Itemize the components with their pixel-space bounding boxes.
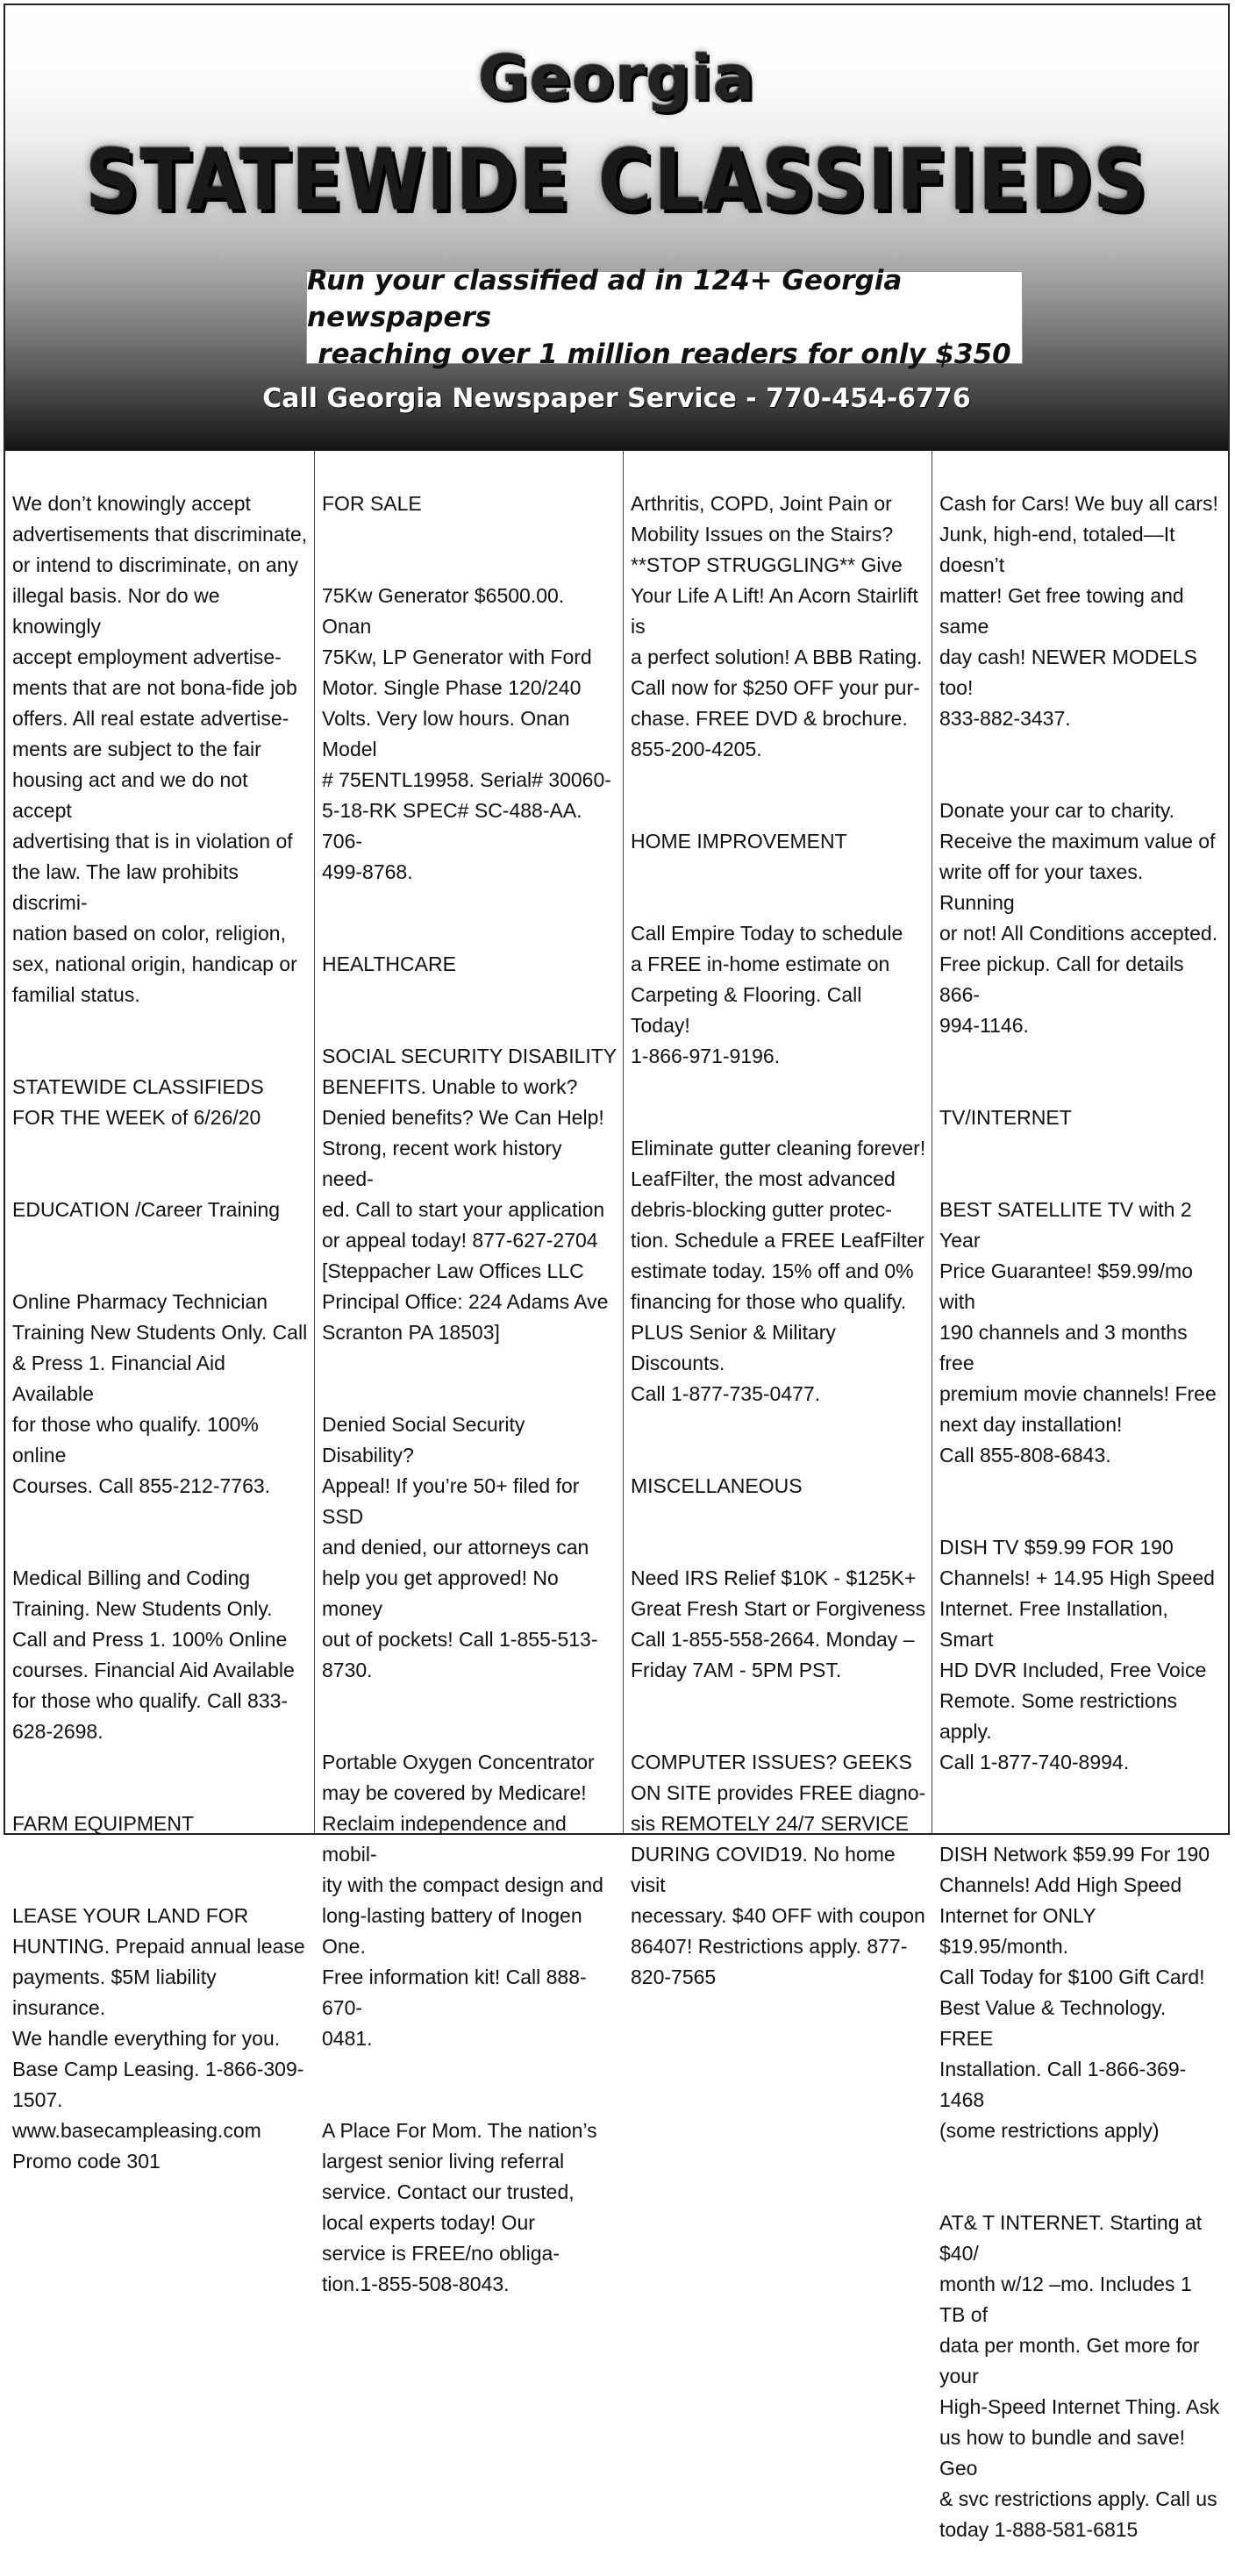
- ad-stairlift: Arthritis, COPD, Joint Pain or Mobility Issues on the Stairs? **STOP STRUGGLING** Give Your Life A Lift! An Acorn Stairlift is a perfect solution! A BBB Rating. Call now for $250 OFF your pur- chase. FREE DVD & brochure. 855-200-4205.: [631, 492, 923, 760]
- promo-line-2: reaching over 1 million readers for only $350: [318, 339, 1011, 370]
- promo-box: [306, 265, 1023, 370]
- ad-empire-today: Call Empire Today to schedule a FREE in-home estimate on Carpeting & Flooring. Call Today! 1-866-971-9196.: [631, 922, 903, 1067]
- ad-dish-tv: DISH TV $59.99 FOR 190 Channels! + 14.95 High Speed Internet. Free Installation, Smart HD DVR Included, Free Voice Remote. Some restrictions apply. Call 1-877-740-8994.: [939, 1536, 1215, 1773]
- ad-place-for-mom: A Place For Mom. The nation’s largest senior living referral service. Contact our trusted, local experts today! Our service is FREE/no obliga- tion.1-855-508-8043.: [322, 2119, 597, 2295]
- ad-generator: 75Kw Generator $6500.00. Onan 75Kw, LP Generator with Ford Motor. Single Phase 120/240 Volts. Very low hours. Onan Model # 75ENTL19958. Serial# 30060- 5-18-RK SPEC# SC-488-AA. 706- 499-8768.: [322, 584, 611, 883]
- section-heading-tv-internet: TV/INTERNET: [939, 1106, 1072, 1129]
- section-heading-for-sale: FOR SALE: [322, 492, 422, 515]
- ad-lease-land-hunting: LEASE YOUR LAND FOR HUNTING. Prepaid annual lease payments. $5M liability insurance. We handle everything for you. Base Camp Leasing. 1-866-309- 1507. www.basecampleasing.com Promo code 301: [12, 1904, 305, 2173]
- classified-columns: [5, 451, 1228, 2541]
- classifieds-page: [4, 4, 1230, 2541]
- section-heading-week: STATEWIDE CLASSIFIEDS FOR THE WEEK of 6/26/20: [12, 1075, 264, 1129]
- ad-oxygen-concentrator: Portable Oxygen Concentrator may be covered by Medicare! Reclaim independence and mobil- ity with the compact design and long-lasting battery of Inogen One. Free information kit! Call 888-670- 0481.: [322, 1751, 603, 2050]
- ad-denied-social-security: Denied Social Security Disability? Appeal! If you’re 50+ filed for SSD and denied, our attorneys can help you get approved! No money out of pockets! Call 1-855-513- 8730.: [322, 1413, 598, 1681]
- section-heading-farm-equipment: FARM EQUIPMENT: [12, 1812, 195, 1835]
- section-heading-home-improvement: HOME IMPROVEMENT: [631, 830, 847, 853]
- ad-dish-network: DISH Network $59.99 For 190 Channels! Add High Speed Internet for ONLY $19.95/month. Call Today for $100 Gift Card! Best Value & Technology. FREE Installation. Call 1-866-369-1468 (some restrictions apply): [939, 1843, 1210, 2142]
- ad-best-satellite-tv: BEST SATELLITE TV with 2 Year Price Guarantee! $59.99/mo with 190 channels and 3 months free premium movie channels! Free next day installation! Call 855-808-6843.: [939, 1198, 1217, 1466]
- ad-att-internet: AT& T INTERNET. Starting at $40/ month w/12 –mo. Includes 1 TB of data per month. Get more for your High-Speed Internet Thing. Ask us how to bundle and save! Geo & svc restrictions apply. Call us today 1-888-581-6815: [939, 2211, 1220, 2541]
- promo-line-1: Run your classified ad in 124+ Georgia newspapers: [307, 265, 903, 333]
- ad-donate-car: Donate your car to charity. Receive the maximum value of write off for your taxes. Running or not! All Conditions accepted. Free pickup. Call for details 866- 994-1146.: [939, 799, 1218, 1037]
- banner-title-georgia: Georgia: [478, 42, 755, 114]
- ad-social-security-benefits: SOCIAL SECURITY DISABILITY BENEFITS. Unable to work? Denied benefits? We Can Help! Strong, recent work history need- ed. Call to start your application or appeal today! 877-627-2704 [Steppacher Law Offices LLC Principal Office: 224 Adams Ave Scranton PA 18503]: [322, 1045, 618, 1344]
- section-heading-education: EDUCATION /Career Training: [12, 1198, 281, 1221]
- column-2: [314, 451, 623, 2295]
- section-heading-miscellaneous: MISCELLANEOUS: [631, 1474, 803, 1497]
- ad-medical-billing: Medical Billing and Coding Training. New Students Only. Call and Press 1. 100% Online courses. Financial Aid Available for those who qualify. Call 833- 628-2698.: [12, 1566, 295, 1743]
- section-heading-healthcare: HEALTHCARE: [322, 953, 456, 975]
- banner-title-statewide-classifieds: STATEWIDE CLASSIFIEDS: [85, 130, 1148, 230]
- ad-leaffilter: Eliminate gutter cleaning forever! LeafFilter, the most advanced debris-blocking gutter protec- tion. Schedule a FREE LeafFilter estimate today. 15% off and 0% financing for those who qualify. PLUS Senior & Military Discounts. Call 1-877-735-0477.: [631, 1137, 926, 1405]
- header-banner: [5, 5, 1228, 451]
- ad-geeks-on-site: COMPUTER ISSUES? GEEKS ON SITE provides FREE diagno- sis REMOTELY 24/7 SERVICE DURING COVID19. No home visit necessary. $40 OFF with coupon 86407! Restrictions apply. 877- 820-7565: [631, 1751, 926, 1988]
- ad-pharmacy-technician: Online Pharmacy Technician Training New Students Only. Call & Press 1. Financial Aid Available for those who qualify. 100% online Courses. Call 855-212-7763.: [12, 1290, 308, 1497]
- column-1: [5, 451, 314, 2173]
- call-line: Call Georgia Newspaper Service - 770-454-6776: [262, 383, 971, 414]
- column-4: [932, 451, 1228, 2541]
- column-3: [623, 451, 932, 1988]
- notice-paragraph: We don’t knowingly accept advertisements that discriminate, or intend to discriminate, on any illegal basis. Nor do we knowingly accept employment advertise- ments that are not bona-fide job offers. All real estate advertise- ments are subject to the fair housing act and we do not accept advertising that is in violation of the law. The law prohibits discrimi- nation based on color, religion, sex, national origin, handicap or familial status.: [12, 492, 308, 1006]
- ad-cash-for-cars: Cash for Cars! We buy all cars! Junk, high-end, totaled—It doesn’t matter! Get free towing and same day cash! NEWER MODELS too! 833-882-3437.: [939, 492, 1218, 730]
- ad-irs-relief: Need IRS Relief $10K - $125K+ Great Fresh Start or Forgiveness Call 1-855-558-2664. Monday – Friday 7AM - 5PM PST.: [631, 1566, 926, 1681]
